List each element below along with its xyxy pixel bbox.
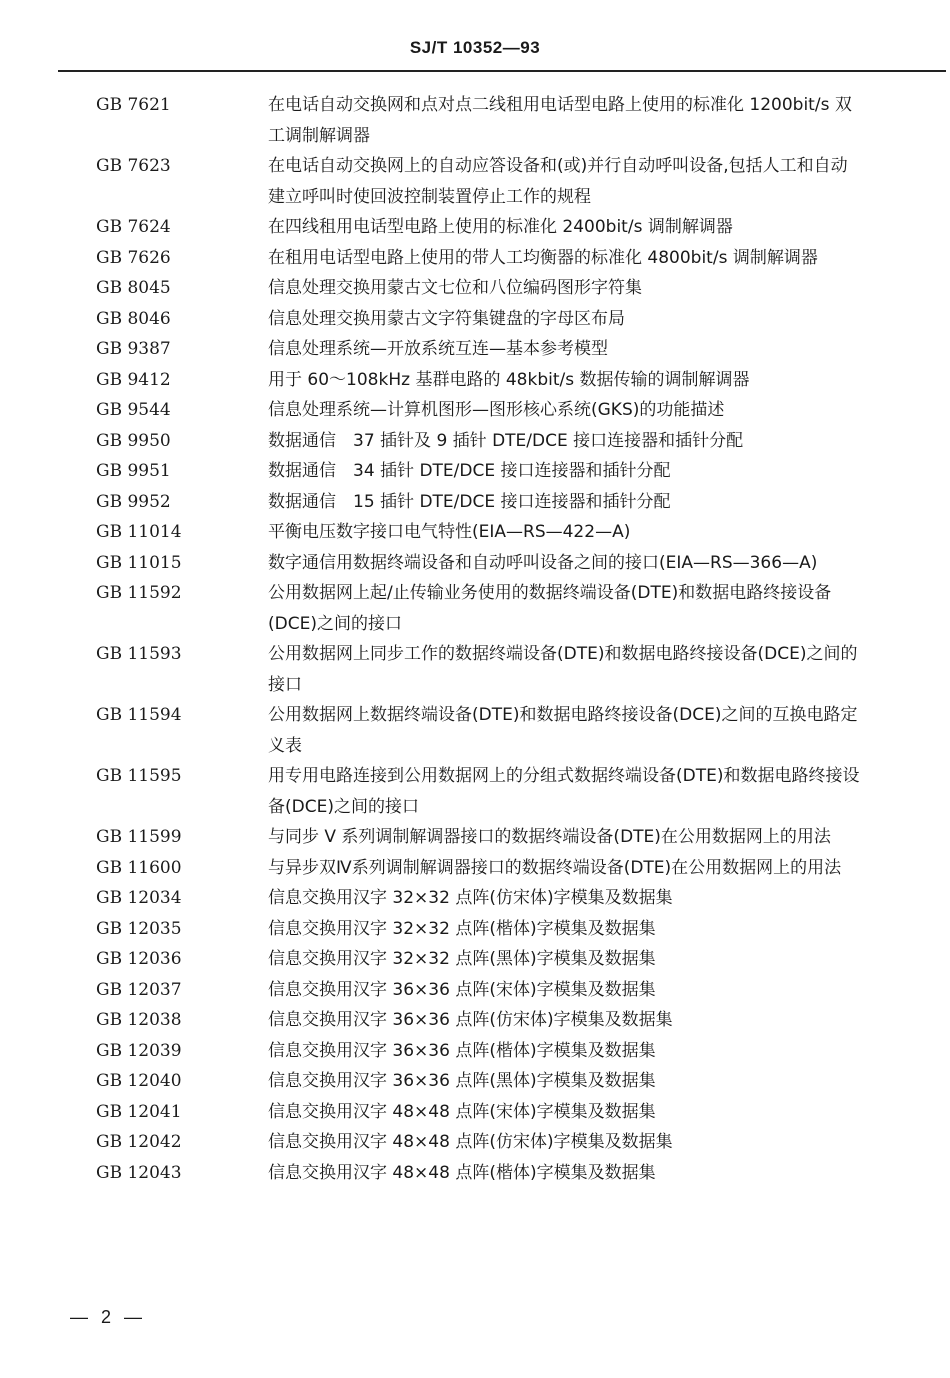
header-rule — [58, 70, 946, 72]
standard-entry — [0, 1097, 950, 1128]
standard-title: 信息处理交换用蒙古文字符集键盘的字母区布局 — [268, 308, 625, 329]
standard-code: GB 12042 — [96, 1132, 182, 1152]
standard-entry — [0, 517, 950, 548]
page-number: — 2 — — [70, 1307, 147, 1327]
standard-title: 在电话自动交换网和点对点二线租用电话型电路上使用的标准化 1200bit/s 双工调制解调器 — [268, 95, 852, 146]
standard-title: 信息交换用汉字 32×32 点阵(仿宋体)字模集及数据集 — [268, 888, 673, 908]
standard-entry — [0, 395, 950, 426]
standard-code: GB 11600 — [96, 857, 182, 878]
standards-list — [0, 90, 950, 1188]
standard-title: 用于 60～108kHz 基群电路的 48kbit/s 数据传输的调制解调器 — [268, 369, 750, 390]
standard-code: GB 12035 — [96, 918, 182, 939]
standard-title: 信息交换用汉字 48×48 点阵(仿宋体)字模集及数据集 — [268, 1132, 673, 1152]
standard-title: 公用数据网上数据终端设备(DTE)和数据电路终接设备(DCE)之间的互换电路定义表 — [268, 705, 858, 756]
standard-entry — [0, 1066, 950, 1097]
standard-code: GB 7621 — [96, 95, 171, 115]
standard-title: 信息处理系统—开放系统互连—基本参考模型 — [268, 339, 608, 359]
standard-entry — [0, 548, 950, 579]
standard-title: 信息处理系统—计算机图形—图形核心系统(GKS)的功能描述 — [268, 400, 725, 420]
standard-code: GB 9950 — [96, 430, 171, 451]
standard-code: GB 12039 — [96, 1040, 182, 1061]
standard-title: 在四线租用电话型电路上使用的标准化 2400bit/s 调制解调器 — [268, 217, 733, 237]
standard-entry — [0, 304, 950, 335]
standard-entry — [0, 212, 950, 243]
standard-entry — [0, 426, 950, 457]
standard-title: 在租用电话型电路上使用的带人工均衡器的标准化 4800bit/s 调制解调器 — [268, 247, 818, 268]
standard-entry — [0, 273, 950, 304]
standard-code: GB 12036 — [96, 949, 182, 969]
standard-entry — [0, 151, 950, 212]
standard-entry — [0, 1005, 950, 1036]
standard-code: GB 9951 — [96, 461, 171, 481]
standard-code: GB 11015 — [96, 552, 182, 573]
standard-title: 数据通信 34 插针 DTE/DCE 接口连接器和插针分配 — [268, 461, 671, 481]
standard-code: GB 12040 — [96, 1071, 182, 1091]
standard-entry — [0, 487, 950, 518]
standard-entry — [0, 578, 950, 639]
standard-title: 公用数据网上同步工作的数据终端设备(DTE)和数据电路终接设备(DCE)之间的接口 — [268, 644, 858, 695]
standard-title: 数据通信 37 插针及 9 插针 DTE/DCE 接口连接器和插针分配 — [268, 430, 744, 451]
standard-title: 信息交换用汉字 36×36 点阵(黑体)字模集及数据集 — [268, 1071, 656, 1091]
standard-code: GB 12034 — [96, 888, 182, 908]
standard-title: 公用数据网上起/止传输业务使用的数据终端设备(DTE)和数据电路终接设备(DCE)之间的接口 — [268, 583, 832, 634]
standard-title: 信息交换用汉字 36×36 点阵(宋体)字模集及数据集 — [268, 979, 656, 1000]
standard-entry — [0, 90, 950, 151]
standard-title: 信息交换用汉字 36×36 点阵(楷体)字模集及数据集 — [268, 1040, 656, 1061]
standard-code: GB 12037 — [96, 979, 182, 1000]
standard-entry — [0, 761, 950, 822]
standard-code: GB 11014 — [96, 522, 182, 542]
standard-code: GB 8045 — [96, 278, 171, 298]
standard-entry — [0, 365, 950, 396]
standard-title: 平衡电压数字接口电气特性(EIA—RS—422—A) — [268, 522, 631, 542]
standard-title: 信息交换用汉字 32×32 点阵(黑体)字模集及数据集 — [268, 949, 656, 969]
standard-entry — [0, 1158, 950, 1189]
standard-title: 信息交换用汉字 32×32 点阵(楷体)字模集及数据集 — [268, 918, 656, 939]
standard-code: GB 12043 — [96, 1162, 182, 1183]
standard-code: GB 9544 — [96, 400, 171, 420]
standard-code: GB 11592 — [96, 583, 182, 603]
standard-entry — [0, 975, 950, 1006]
standard-code: GB 7623 — [96, 156, 171, 176]
standard-entry — [0, 883, 950, 914]
standard-code: GB 7624 — [96, 217, 171, 237]
standard-title: 在电话自动交换网上的自动应答设备和(或)并行自动呼叫设备,包括人工和自动建立呼叫时使回波控制装置停止工作的规程 — [268, 156, 848, 207]
standard-code: GB 11594 — [96, 705, 182, 725]
standard-title: 与同步 V 系列调制解调器接口的数据终端设备(DTE)在公用数据网上的用法 — [268, 827, 831, 847]
standard-code: GB 9952 — [96, 491, 171, 512]
standard-entry — [0, 243, 950, 274]
standard-entry — [0, 700, 950, 761]
standard-entry — [0, 334, 950, 365]
standard-title: 用专用电路连接到公用数据网上的分组式数据终端设备(DTE)和数据电路终接设备(DCE)之间的接口 — [268, 766, 860, 817]
standard-code: GB 9387 — [96, 339, 171, 359]
standard-title: 信息处理交换用蒙古文七位和八位编码图形字符集 — [268, 278, 642, 298]
document-number-header: SJ/T 10352—93 — [409, 38, 541, 57]
standard-code: GB 12041 — [96, 1101, 182, 1122]
standard-code: GB 12038 — [96, 1010, 182, 1030]
standard-title: 信息交换用汉字 48×48 点阵(宋体)字模集及数据集 — [268, 1101, 656, 1122]
standard-code: GB 11599 — [96, 827, 182, 847]
standard-entry — [0, 914, 950, 945]
standard-entry — [0, 639, 950, 700]
standard-code: GB 8046 — [96, 308, 171, 329]
standard-entry — [0, 822, 950, 853]
standard-code: GB 7626 — [96, 247, 171, 268]
standard-code: GB 11593 — [96, 644, 182, 664]
standard-entry — [0, 853, 950, 884]
standard-entry — [0, 1127, 950, 1158]
standard-entry — [0, 1036, 950, 1067]
standard-title: 与异步双Ⅳ系列调制解调器接口的数据终端设备(DTE)在公用数据网上的用法 — [268, 857, 842, 878]
standard-title: 信息交换用汉字 48×48 点阵(楷体)字模集及数据集 — [268, 1162, 656, 1183]
standard-title: 数字通信用数据终端设备和自动呼叫设备之间的接口(EIA—RS—366—A) — [268, 552, 818, 573]
standard-title: 信息交换用汉字 36×36 点阵(仿宋体)字模集及数据集 — [268, 1010, 673, 1030]
standard-title: 数据通信 15 插针 DTE/DCE 接口连接器和插针分配 — [268, 491, 671, 512]
standard-entry — [0, 944, 950, 975]
standard-code: GB 9412 — [96, 369, 171, 390]
standard-entry — [0, 456, 950, 487]
standard-code: GB 11595 — [96, 766, 182, 786]
